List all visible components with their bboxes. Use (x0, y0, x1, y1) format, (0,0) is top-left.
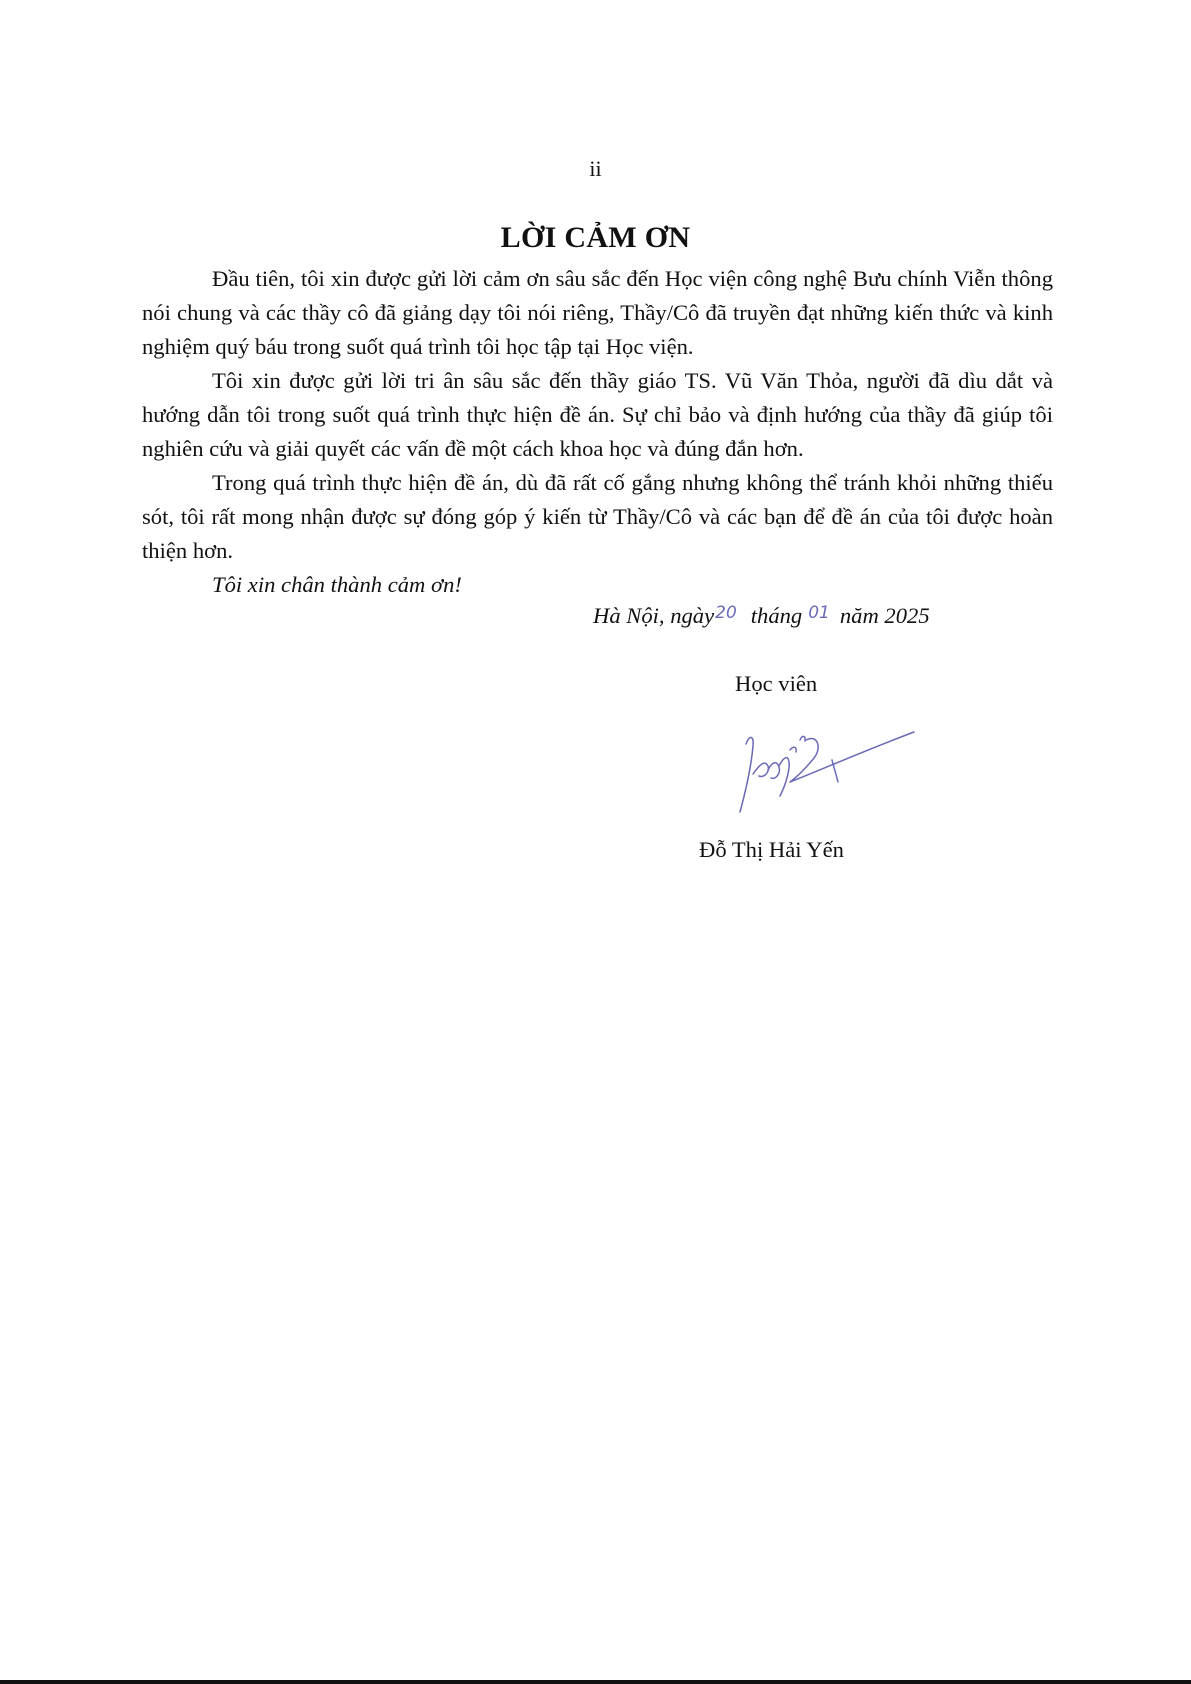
date-place-day-label: Hà Nội, ngày (593, 603, 715, 628)
handwritten-signature (726, 724, 918, 816)
page-title: LỜI CẢM ƠN (500, 221, 691, 254)
handwritten-month: 01 (808, 603, 830, 623)
page-bottom-border (0, 1680, 1191, 1684)
paragraph-2: Tôi xin được gửi lời tri ân sâu sắc đến thầy giáo TS. Vũ Văn Thỏa, người đã dìu dắt và hướng dẫn tôi trong suốt quá trình thực hiện đề án. Sự chỉ bảo và định hướng của thầy đã giúp tôi nghiên cứu và giải quyết các vấn đề một cách khoa học và đúng đắn hơn. (142, 368, 1053, 461)
paragraph-1: Đầu tiên, tôi xin được gửi lời cảm ơn sâu sắc đến Học viện công nghệ Bưu chính Viễn thông nói chung và các thầy cô đã giảng dạy tôi nói riêng, Thầy/Cô đã truyền đạt những kiến thức và kinh nghiệm quý báu trong suốt quá trình tôi học tập tại Học viện. (142, 266, 1053, 359)
closing-line: Tôi xin chân thành cảm ơn! (212, 572, 462, 597)
handwritten-day: 20 (715, 603, 737, 623)
date-line (593, 601, 930, 633)
page-number: ii (589, 156, 602, 181)
date-year-label: năm 2025 (839, 603, 930, 628)
date-month-label: tháng (750, 603, 803, 628)
signer-name: Đỗ Thị Hải Yến (699, 837, 844, 862)
signer-role: Học viên (735, 671, 818, 696)
acknowledgement-body (142, 262, 1053, 602)
paragraph-3: Trong quá trình thực hiện đề án, dù đã rất cố gắng nhưng không thể tránh khỏi những thiếu sót, tôi rất mong nhận được sự đóng góp ý kiến từ Thầy/Cô và các bạn để đề án của tôi được hoàn thiện hơn. (142, 470, 1053, 563)
